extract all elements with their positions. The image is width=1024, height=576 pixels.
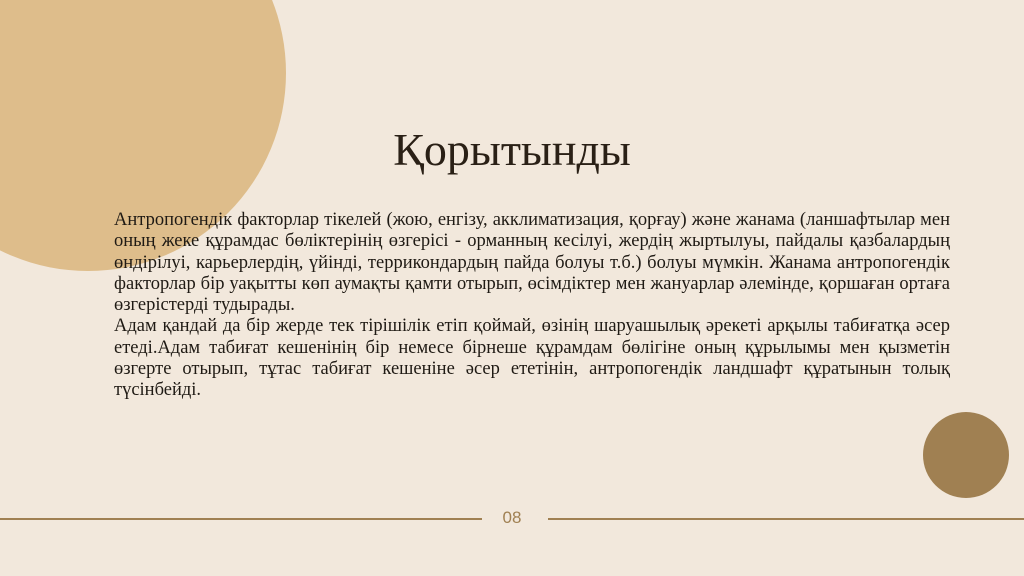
body-paragraph-1: Антропогендік факторлар тікелей (жою, енгізу, акклиматизация, қорғау) және жанама (ланшафтылар мен оның жеке құрамдас бөліктерінің өзгерісі - орманның кесілуі, жердің жыртылуы, пайдалы қазбалардың өндірілуі, карьерлердің, үйінді, террикондардың пайда болуы т.б.) болуы мүмкін. Жанама антропогендік факторлар бір уақытты көп аумақты қамти отырып, өсімдіктер мен жануарлар әлемінде, қоршаған ортаға өзгерістерді тудырады.: [114, 210, 950, 316]
footer-divider-left: [0, 518, 482, 520]
decorative-small-circle: [923, 412, 1009, 498]
slide-title: Қорытынды: [393, 124, 631, 175]
body-paragraph-2: Адам қандай да бір жерде тек тірішілік етіп қоймай, өзінің шаруашылық әрекеті арқылы табиғатқа әсер етеді.Адам табиғат кешенінің бір немесе бірнеше құрамдам бөлігіне оның құрылымы мен қызметін өзгерте отырып, тұтас табиғат кешеніне әсер ететінін, антропогендік ландшафт құратынын толық түсінбейді.: [114, 316, 950, 401]
page-number: 08: [502, 508, 522, 527]
slide-body: [114, 210, 950, 402]
footer-divider-right: [548, 518, 1024, 520]
